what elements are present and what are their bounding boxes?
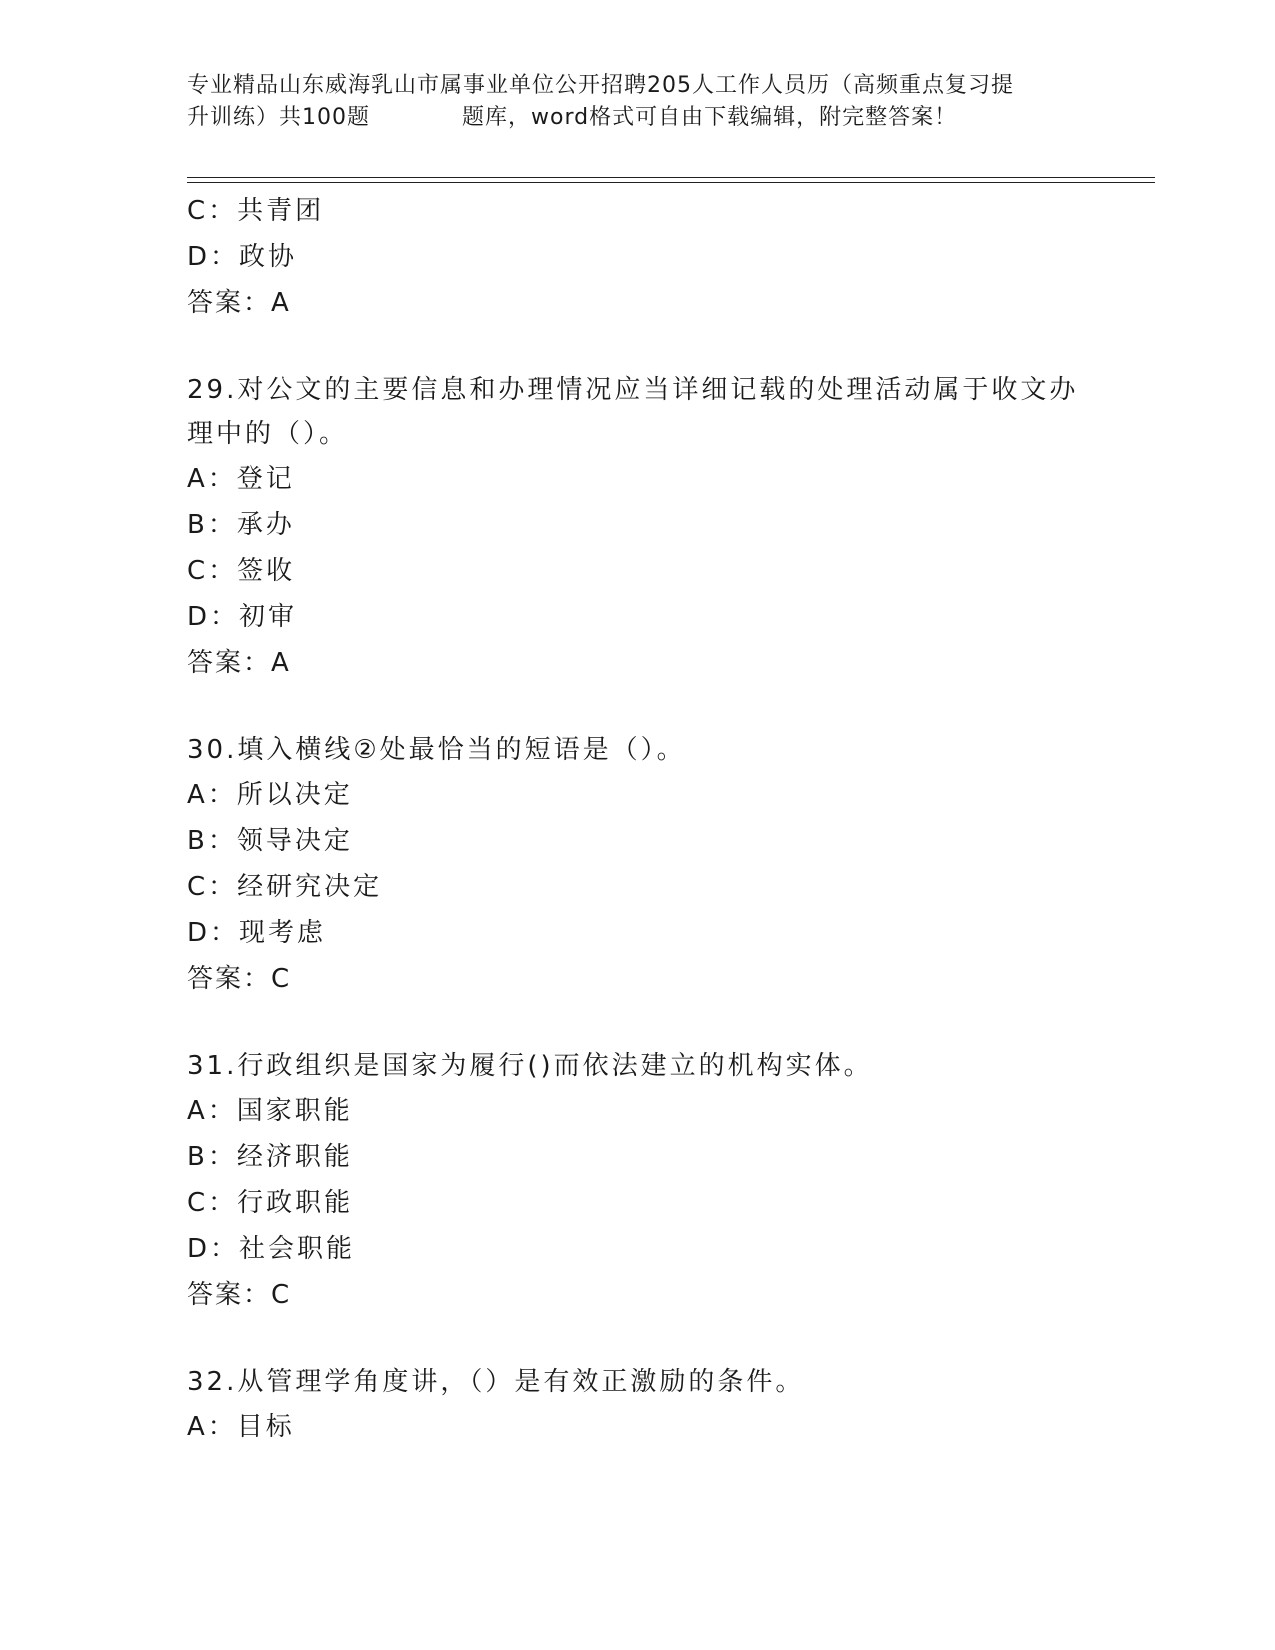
question-content [187, 188, 1087, 1450]
question-stem: 32.从管理学角度讲，（）是有效正激励的条件。 [187, 1367, 805, 1397]
option-b: B：领导决定 [187, 826, 353, 856]
question-stem: 30.填入横线②处最恰当的短语是（）。 [187, 735, 686, 765]
answer: 答案：A [187, 648, 291, 678]
answer: 答案：C [187, 1280, 292, 1310]
question-stem: 31.行政组织是国家为履行()而依法建立的机构实体。 [187, 1051, 873, 1081]
option-d: D：社会职能 [187, 1234, 356, 1264]
option-c: C：共青团 [187, 196, 325, 226]
header-rule-bottom [187, 182, 1155, 183]
option-a: A：登记 [187, 464, 295, 494]
option-d: D：政协 [187, 242, 298, 272]
header-line-1: 专业精品山东威海乳山市属事业单位公开招聘205人工作人员历（高频重点复习提 [187, 73, 1014, 98]
answer: 答案：C [187, 964, 292, 994]
option-d: D：现考虑 [187, 918, 327, 948]
option-a: A：国家职能 [187, 1096, 353, 1126]
option-a: A：所以决定 [187, 780, 353, 810]
question-31 [187, 1044, 1087, 1318]
header-line-2-part-a: 升训练）共100题 [187, 105, 370, 130]
question-29 [187, 368, 1087, 686]
option-b: B：承办 [187, 510, 295, 540]
question-stem: 29.对公文的主要信息和办理情况应当详细记载的处理活动属于收文办 [187, 375, 1079, 405]
prev-question [187, 188, 1087, 326]
answer: 答案：A [187, 288, 291, 318]
document-header [187, 70, 1087, 134]
header-rule-top [187, 177, 1155, 178]
option-c: C：行政职能 [187, 1188, 354, 1218]
header-line-2 [187, 102, 1087, 134]
question-32 [187, 1360, 1087, 1450]
option-a: A：目标 [187, 1412, 295, 1442]
option-c: C：签收 [187, 556, 296, 586]
option-b: B：经济职能 [187, 1142, 353, 1172]
option-d: D：初审 [187, 602, 298, 632]
header-line-2-part-b: 题库，word格式可自由下载编辑，附完整答案！ [462, 105, 958, 130]
question-30 [187, 728, 1087, 1002]
question-stem-continued: 理中的（）。 [187, 419, 349, 449]
option-c: C：经研究决定 [187, 872, 383, 902]
